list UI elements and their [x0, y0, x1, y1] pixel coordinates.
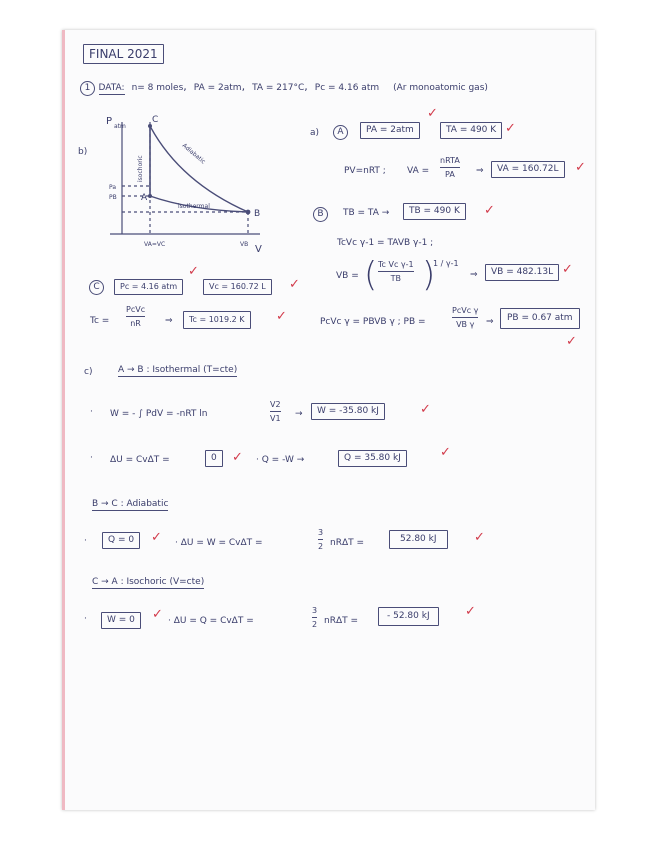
point-a: A: [141, 193, 148, 203]
checkmark: ✓: [505, 121, 516, 136]
arrow: ⇒: [486, 317, 494, 327]
data-ta: TA = 217°C: [252, 83, 305, 93]
checkmark: ✓: [575, 160, 586, 175]
process-ab-title: A → B : Isothermal (T=cte): [118, 365, 238, 375]
part-a-label: a): [310, 128, 320, 138]
pv-diagram: [100, 112, 275, 257]
du-ab-box: 0: [205, 450, 223, 467]
checkmark: ✓: [188, 264, 199, 279]
checkmark: ✓: [232, 450, 243, 465]
w-ca-box: W = 0: [101, 612, 141, 629]
problem-number: 1: [80, 81, 95, 96]
checkmark: ✓: [151, 530, 162, 545]
vc-box: Vc = 160.72 L: [203, 279, 272, 295]
arrow: ⇒: [165, 316, 173, 326]
adiabatic-label: Adiabatic: [180, 142, 207, 166]
checkmark: ✓: [465, 604, 476, 619]
pb-tick: PB: [109, 194, 117, 201]
circle-a: A: [333, 125, 348, 140]
pb-fraction: [452, 306, 478, 329]
point-c: C: [152, 115, 159, 125]
y-axis-sub: atm: [114, 123, 126, 130]
part-b-circle: [313, 207, 328, 222]
tc-denominator: nR: [130, 319, 141, 328]
three-halves: [312, 606, 317, 629]
q-ab-box: Q = 35.80 kJ: [338, 450, 407, 467]
nrdt: nRΔT =: [324, 616, 359, 626]
vb-tick: VB: [240, 241, 249, 248]
checkmark: ✓: [276, 309, 287, 324]
pc-box: Pc = 4.16 atm: [114, 279, 183, 295]
checkmark: ✓: [427, 106, 438, 121]
arrow: ⇒: [476, 166, 484, 176]
tb-eq: TB = TA →: [343, 208, 390, 218]
part-b-label: b): [78, 147, 88, 157]
pb-denominator: VB γ: [456, 320, 475, 329]
checkmark: ✓: [289, 277, 300, 292]
v2: V2: [270, 400, 281, 409]
paren-left: (: [364, 255, 378, 295]
q-bc-box: Q = 0: [102, 532, 140, 549]
checkmark: ✓: [474, 530, 485, 545]
data-n: n= 8 moles: [131, 83, 184, 93]
va-numerator: nRTA: [440, 156, 460, 165]
checkmark: ✓: [566, 334, 577, 349]
work-ab-box: W = -35.80 kJ: [311, 403, 385, 420]
bullet: ·: [84, 614, 87, 624]
circle-b: B: [313, 207, 328, 222]
pa-box: PA = 2atm: [360, 122, 420, 139]
ideal-gas-law: PV=nRT ;: [344, 166, 386, 176]
part-c-circle: [89, 280, 104, 295]
arrow: ⇒: [470, 270, 478, 280]
arrow: →: [295, 409, 303, 419]
work-eq: W = - ∫ PdV = -nRT ln: [110, 409, 208, 419]
nrdt: nRΔT =: [330, 538, 365, 548]
ta-box: TA = 490 K: [440, 122, 502, 139]
bullet: ·: [90, 453, 93, 463]
x-axis-label: V: [255, 244, 262, 255]
process-bc-title: B → C : Adiabatic: [92, 499, 169, 509]
paren-right: ): [422, 255, 436, 295]
vb-denominator: TB: [390, 274, 401, 283]
tc-lhs: Tc =: [90, 316, 110, 326]
vb-lhs: VB =: [336, 271, 359, 281]
circle-c: C: [89, 280, 104, 295]
tb-box: TB = 490 K: [403, 203, 466, 220]
va-tick: VA=VC: [144, 241, 166, 248]
tc-box: Tc = 1019.2 K: [183, 311, 251, 329]
data-pc: Pc = 4.16 atm: [314, 83, 380, 93]
va-box: VA = 160.72L: [491, 161, 565, 178]
vb-exponent: 1 / γ-1: [433, 259, 459, 268]
point-b: B: [254, 209, 261, 219]
tc-numerator: PcVc: [126, 305, 146, 314]
checkmark: ✓: [562, 262, 573, 277]
part-a-circle: [333, 125, 348, 140]
isochoric-label: isochoric: [137, 155, 144, 182]
data-label: DATA:: [98, 83, 125, 93]
checkmark: ✓: [440, 445, 451, 460]
bullet: ·: [90, 407, 93, 417]
page-title: FINAL 2021: [83, 44, 164, 64]
checkmark: ✓: [484, 203, 495, 218]
pa-tick-upper: Pa: [109, 184, 117, 191]
denominator-2: 2: [312, 620, 318, 629]
data-pa: PA = 2atm: [193, 83, 242, 93]
numerator-3: 3: [318, 528, 324, 537]
tc-fraction: [126, 305, 145, 328]
volume-ratio: [270, 400, 281, 423]
part-c-label: c): [84, 367, 93, 377]
checkmark: ✓: [420, 402, 431, 417]
va-lhs: VA =: [407, 166, 430, 176]
vb-box: VB = 482.13L: [485, 264, 559, 281]
y-axis-label: P: [106, 116, 113, 127]
bullet: ·: [84, 536, 87, 546]
du-ca-eq: · ΔU = Q = CvΔT =: [168, 616, 254, 626]
q-ab-eq: · Q = -W →: [256, 455, 305, 465]
vb-numerator: Tc Vc γ-1: [378, 260, 414, 269]
process-ca-title: C → A : Isochoric (V=cte): [92, 577, 205, 587]
checkmark: ✓: [152, 607, 163, 622]
vb-fraction: [378, 260, 414, 283]
denominator-2: 2: [318, 542, 324, 551]
du-ab-eq: ΔU = CvΔT =: [110, 455, 170, 465]
adiabatic-eq: TcVc γ-1 = TAVB γ-1 ;: [337, 238, 434, 248]
du-bc-box: 52.80 kJ: [389, 530, 448, 549]
du-ca-box: - 52.80 kJ: [378, 607, 439, 626]
pb-box: PB = 0.67 atm: [500, 308, 580, 329]
numerator-3: 3: [312, 606, 318, 615]
pb-numerator: PcVc γ: [452, 306, 479, 315]
va-fraction: [440, 156, 460, 179]
three-halves: [318, 528, 323, 551]
du-bc-eq: · ΔU = W = CvΔT =: [175, 538, 263, 548]
data-line: 1 DATA: n= 8 moles, PA = 2atm, TA = 217°C, Pc = 4.16 atm (Ar monoatomic gas): [80, 81, 488, 96]
pb-eq: PcVc γ = PBVB γ ; PB =: [320, 317, 426, 327]
data-note: (Ar monoatomic gas): [393, 83, 488, 93]
v1: V1: [270, 414, 281, 423]
va-denominator: PA: [445, 170, 455, 179]
isothermal-label: isothermal: [178, 203, 210, 210]
